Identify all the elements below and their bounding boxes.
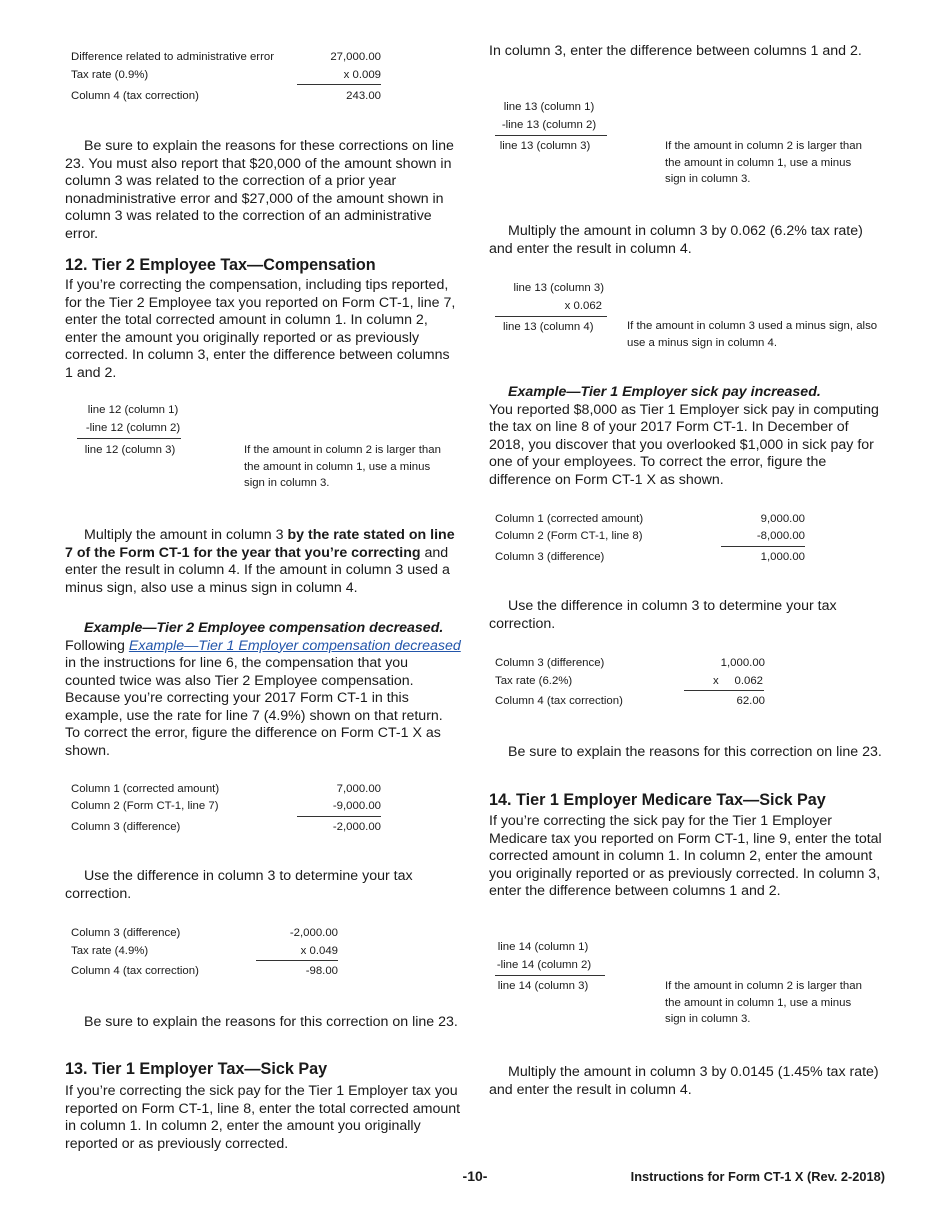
line-rule	[495, 316, 607, 317]
explain-paragraph: Be sure to explain the reasons for this correction on line 23.	[508, 744, 882, 760]
section-14-heading: 14. Tier 1 Employer Medicare Tax—Sick Pay	[489, 791, 826, 809]
line-item: line 13 (column 3)	[513, 282, 604, 294]
section-13-multiply-paragraph: Multiply the amount in column 3 by 0.062 (6.2% tax rate) and enter the result in column 4.	[489, 223, 863, 257]
calc-value: 62.00	[736, 695, 765, 707]
calc-value: -2,000.00	[289, 927, 338, 939]
calc-label: Column 3 (difference)	[71, 927, 181, 939]
calc-value: -2,000.00	[332, 821, 381, 833]
line-note: If the amount in column 3 used a minus sign, also use a minus sign in column 4.	[627, 320, 878, 349]
section-13-heading: 13. Tier 1 Employer Tax—Sick Pay	[65, 1060, 328, 1078]
calc-label: Column 2 (Form CT-1, line 7)	[71, 800, 219, 812]
line-item: line 14 (column 3)	[497, 980, 589, 992]
calc-label: Column 3 (difference)	[71, 821, 181, 833]
line-note: If the amount in column 2 is larger than the amount in column 1, use a minus sign in column 3.	[665, 980, 862, 1025]
calc-label: Difference related to administrative error	[71, 51, 275, 63]
line-item: line 12 (column 3)	[84, 444, 176, 456]
section-12-paragraph: If you’re correcting the compensation, including tips reported, for the Tier 2 Employee tax you reported on Form CT-1, line 7, enter the total corrected amount in column 1. In column 2, enter the amount you originally reported or as previously corrected. In column 3, enter the difference between columns 1 and 2.	[65, 277, 456, 381]
line-rule	[495, 135, 607, 136]
calc-label: Tax rate (4.9%)	[71, 945, 149, 957]
line-rule	[495, 975, 605, 976]
example-tier2-paragraph: Example—Tier 2 Employee compensation decreased. Following Example—Tier 1 Employer compensation decreased in the instructions for line 6, the compensation that you counted twice was also Tier 2 Employee compensation. Because you’re correcting your 2017 Form CT-1 in this example, use the rate for line 7 (4.9%) shown on that return. To correct the error, figure the difference on Form CT-1 X as shown.	[65, 620, 461, 759]
calc-value: 0.062	[734, 675, 763, 687]
calc-label: Column 4 (tax correction)	[495, 695, 623, 707]
line-note: If the amount in column 2 is larger than the amount in column 1, use a minus sign in column 3.	[244, 444, 441, 489]
calc-label: Tax rate (6.2%)	[495, 675, 573, 687]
calc-label: Column 4 (tax correction)	[71, 90, 199, 102]
calc-label: Column 1 (corrected amount)	[495, 513, 644, 525]
calc-value: 1,000.00	[760, 551, 805, 563]
page-number: -10-	[462, 1168, 488, 1184]
section-13-continued: In column 3, enter the difference between columns 1 and 2.	[489, 43, 862, 59]
paragraph-explain-admin: Be sure to explain the reasons for these corrections on line 23. You must also report that $20,000 of the amount shown in column 3 was related to the correction of a prior year nonadministrative error and $27,000 of the amount shown in column 3 was related to the correction of an administrative error.	[65, 138, 454, 242]
calc-label: Column 4 (tax correction)	[71, 965, 199, 977]
calc-label: Column 3 (difference)	[495, 657, 605, 669]
example-tier1-sick-pay-paragraph: Example—Tier 1 Employer sick pay increased. You reported $8,000 as Tier 1 Employer sick pay in computing the tax on line 8 of your 2017 Form CT-1. In December of 2018, you discover that you overlooked $1,000 in sick pay for one of your employees. To correct the error, figure the difference on Form CT-1 X as shown.	[489, 384, 879, 488]
section-14-multiply-paragraph: Multiply the amount in column 3 by 0.0145 (1.45% tax rate) and enter the result in column 4.	[489, 1064, 879, 1098]
calc-label: Column 1 (corrected amount)	[71, 783, 220, 795]
calc-value: 243.00	[346, 90, 381, 102]
use-difference-paragraph: Use the difference in column 3 to determine your tax correction.	[65, 868, 413, 902]
calc-label: Column 3 (difference)	[495, 551, 605, 563]
line-item: -line 14 (column 2)	[496, 959, 592, 971]
calc-value: 7,000.00	[336, 783, 381, 795]
line-item: line 13 (column 1)	[503, 101, 595, 113]
calc-value: x 0.049	[300, 945, 338, 957]
line-item: x 0.062	[564, 300, 602, 312]
line-item: line 13 (column 3)	[499, 140, 591, 152]
line-item: line 12 (column 1)	[87, 404, 179, 416]
use-difference-paragraph: Use the difference in column 3 to determine your tax correction.	[489, 598, 837, 632]
line-rule	[77, 438, 181, 439]
line-item: -line 12 (column 2)	[85, 422, 181, 434]
calc-rule	[721, 546, 805, 547]
section-13-paragraph: If you’re correcting the sick pay for the Tier 1 Employer tax you reported on Form CT-1, line 8, enter the total corrected amount in column 1. In column 2, enter the amount you originally reported or as previously corrected.	[65, 1083, 461, 1152]
calc-value: 27,000.00	[330, 51, 381, 63]
section-12-heading: 12. Tier 2 Employee Tax—Compensation	[65, 256, 376, 274]
document-title: Instructions for Form CT-1 X (Rev. 2-2018)	[630, 1169, 885, 1184]
explain-paragraph: Be sure to explain the reasons for this correction on line 23.	[84, 1014, 458, 1030]
calc-label: Tax rate (0.9%)	[71, 69, 149, 81]
calc-value: -98.00	[305, 965, 338, 977]
calc-value: x 0.009	[343, 69, 381, 81]
calc-value: -8,000.00	[756, 530, 805, 542]
calc-value: 1,000.00	[720, 657, 765, 669]
example-tier1-link[interactable]: Example—Tier 1 Employer compensation decreased	[128, 637, 461, 654]
line-item: -line 13 (column 2)	[501, 119, 597, 131]
calc-label: Column 2 (Form CT-1, line 8)	[495, 530, 643, 542]
section-12-multiply-paragraph: Multiply the amount in column 3 by the rate stated on line 7 of the Form CT-1 for the year that you’re correcting and enter the result in column 4. If the amount in column 3 used a minus sign, also use a minus sign in column 4.	[65, 527, 455, 596]
calc-rule	[297, 84, 381, 85]
multiply-sign: x	[713, 675, 719, 687]
calc-rule	[256, 960, 338, 961]
line-note: If the amount in column 2 is larger than the amount in column 1, use a minus sign in column 3.	[665, 140, 862, 185]
calc-value: -9,000.00	[332, 800, 381, 812]
calc-value: 9,000.00	[760, 513, 805, 525]
line-item: line 14 (column 1)	[497, 941, 589, 953]
section-14-paragraph: If you’re correcting the sick pay for the Tier 1 Employer Medicare tax you reported on Form CT-1, line 9, enter the total corrected amount in column 1. In column 2, enter the amount you originally reported or as previously corrected. In column 3, enter the difference between columns 1 and 2.	[489, 813, 882, 899]
calc-rule	[684, 690, 764, 691]
calc-rule	[297, 816, 381, 817]
line-item: line 13 (column 4)	[503, 321, 594, 333]
